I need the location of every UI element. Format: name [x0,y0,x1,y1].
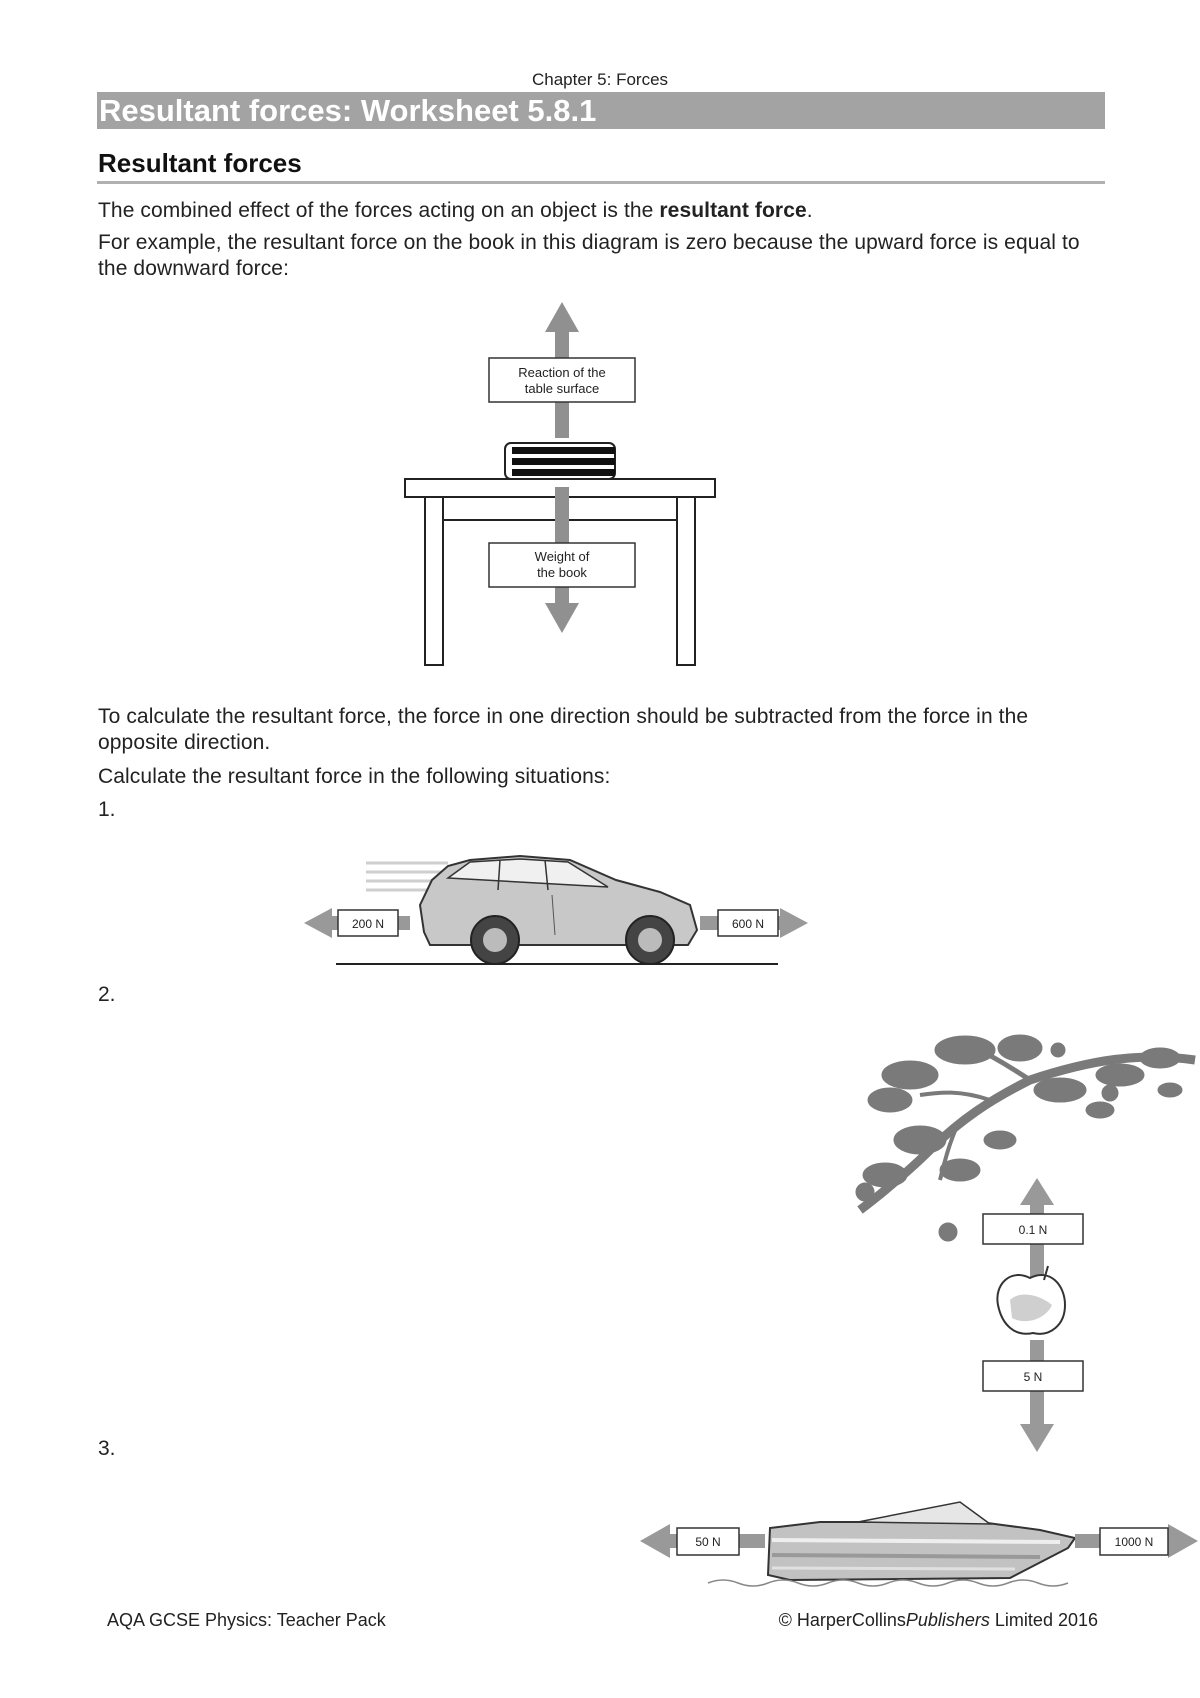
footer-left: AQA GCSE Physics: Teacher Pack [107,1610,386,1630]
instruction-paragraph-1: To calculate the resultant force, the force in one direction should be subtracted from the force in the opposite direction. [98,705,1029,754]
boat-left-force-label: 50 N [695,1535,721,1549]
instruction-paragraph-2: Calculate the resultant force in the following situations: [98,765,611,788]
boat-illustration [768,1502,1075,1580]
question-1-number: 1. [98,798,116,821]
weight-label-line1: Weight of [534,549,590,564]
chapter-header: Chapter 5: Forces [531,70,669,89]
car-right-force-label: 600 N [731,917,765,931]
footer-copyright-prefix: © HarperCollins [778,1610,906,1630]
intro-text: The combined effect of the forces acting on an object is the [98,199,660,222]
water-line [708,1580,1068,1586]
intro-text-end: . [806,199,813,222]
reaction-label-line2: table surface [524,381,600,396]
footer-copyright-italic: Publishers [905,1610,990,1630]
apple-down-force-label: 5 N [1023,1370,1043,1384]
intro-paragraph-2: For example, the resultant force on the book in this diagram is zero because the upward force is equal to the downward force: [98,231,1080,280]
weight-label-line2: the book [537,565,587,580]
footer-copyright [779,1610,1098,1631]
question-3-number: 3. [98,1437,116,1460]
worksheet-title: Resultant forces: Worksheet 5.8.1 [99,93,597,128]
reaction-label-line1: Reaction of the [518,365,606,380]
key-term: resultant force [659,199,807,222]
boat-right-force-label: 1000 N [1114,1535,1154,1549]
apple-up-force-label: 0.1 N [1018,1223,1048,1237]
footer-copyright-suffix: Limited 2016 [989,1610,1098,1630]
section-heading: Resultant forces [98,148,302,178]
question-2-number: 2. [98,983,116,1006]
car-left-force-label: 200 N [351,917,385,931]
